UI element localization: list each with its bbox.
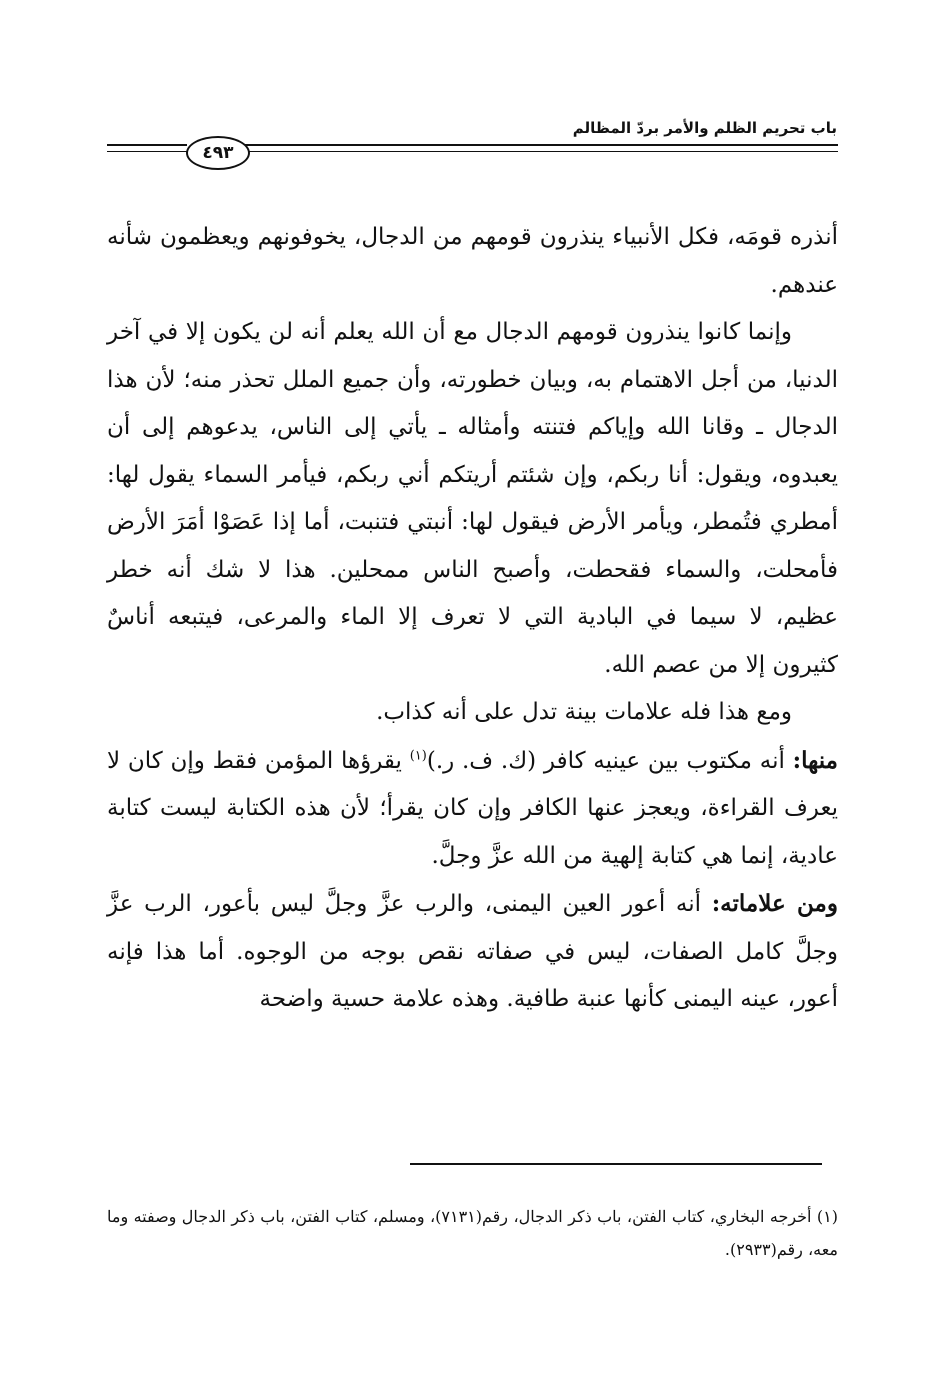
footnotes: [107, 1200, 838, 1266]
main-text: [107, 214, 838, 1024]
paragraph-lead: منها:: [792, 746, 838, 774]
footnote-separator: [410, 1163, 822, 1165]
paragraph: أنذره قومَه، فكل الأنبياء ينذرون قومهم من الدجال، يخوفونهم ويعظمون شأنه عندهم.: [107, 224, 838, 298]
running-header-title: باب تحريم الظلم والأمر بردّ المظالم: [572, 119, 837, 137]
paragraph-text: أنه مكتوب بين عينيه كافر (ك. ف. ر.): [426, 747, 793, 774]
paragraph: [107, 737, 838, 881]
page-number: ٤٩٣: [202, 142, 234, 163]
paragraph-lead: ومن علاماته:: [711, 890, 838, 917]
paragraph-text: يقرؤها المؤمن فقط وإن كان لا يعرف القراءة، ويعجز عنها الكافر وإن كان يقرأ؛ لأن هذه الكتابة ليست كتابة عادية، إنما هي كتابة إلهية من الله عزَّ وجلَّ.: [107, 747, 838, 869]
paragraph: ومع هذا فله علامات بينة تدل على أنه كذاب.: [376, 699, 792, 725]
header-rule-right-bottom: [245, 151, 838, 152]
paragraph: وإنما كانوا ينذرون قومهم الدجال مع أن الله يعلم أنه لن يكون إلا في آخر الدنيا، من أجل الاهتمام به، وبيان خطورته، وأن جميع الملل تحذر منه؛ لأن هذا الدجال ـ وقانا الله وإياكم فتنته وأمثاله ـ يأتي إلى الناس، يدعوهم إلى أن يعبدوه، ويقول: أنا ربكم، وإن شئتم أريتكم أني ربكم، فيأمر السماء يقول لها: أمطري فتُمطر، ويأمر الأرض فيقول لها: أنبتي فتنبت، أما إذا عَصَوْا أمَرَ الأرض فأمحلت، والسماء فقحطت، وأصبح الناس ممحلين. هذا لا شك أنه خطر عظيم، لا سيما في البادية التي لا تعرف إلا الماء والمرعى، فيتبعه أناسٌ كثيرون إلا من عصم الله.: [107, 319, 838, 678]
paragraph-text: أنه أعور العين اليمنى، والرب عزَّ وجلَّ ليس بأعور، الرب عزَّ وجلَّ كامل الصفات، ليس في صفاته نقص بوجه من الوجوه. أما هذا فإنه أعور، عينه اليمنى كأنها عنبة طافية. وهذه علامة حسية واضحة: [107, 891, 838, 1012]
header-rule-right-top: [245, 144, 838, 146]
header-rule-left-top: [107, 144, 187, 146]
paragraph: [107, 880, 838, 1024]
footnote: (١) أخرجه البخاري، كتاب الفتن، باب ذكر الدجال، رقم(٧١٣١)، ومسلم، كتاب الفتن، باب ذكر الدجال وصفته وما معه، رقم(٢٩٣٣).: [107, 1207, 838, 1259]
footnote-marker[interactable]: (١): [409, 747, 427, 763]
header-rule-left-bottom: [107, 151, 187, 152]
page-number-badge: [186, 136, 250, 170]
